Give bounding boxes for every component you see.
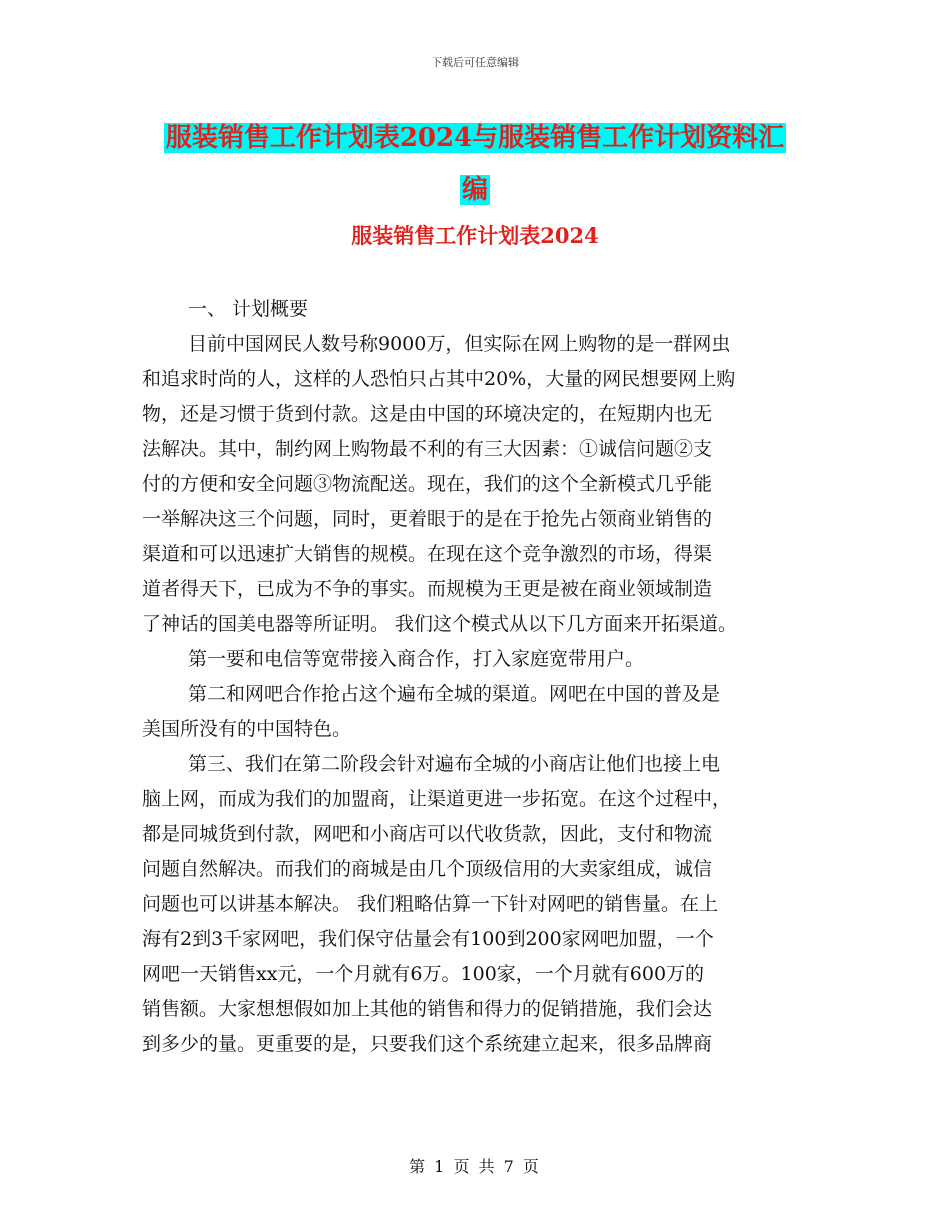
paragraph-line: 了神话的国美电器等所证明。 我们这个模式从以下几方面来开拓渠道。 (142, 613, 738, 635)
paragraph-line: 第二和网吧合作抢占这个遍布全城的渠道。网吧在中国的普及是 (188, 683, 721, 705)
paragraph-line: 美国所没有的中国特色。 (142, 718, 352, 740)
paragraph-line: 一举解决这三个问题，同时，更着眼于的是在于抢先占领商业销售的 (142, 508, 713, 530)
paragraph-line: 网吧一天销售xx元，一个月就有6万。100家，一个月就有600万的 (142, 963, 705, 985)
paragraph-line: 目前中国网民人数号称9000万，但实际在网上购物的是一群网虫 (188, 333, 731, 355)
paragraph-line: 和追求时尚的人，这样的人恐怕只占其中20%，大量的网民想要网上购 (142, 368, 736, 390)
paragraph-line: 第一要和电信等宽带接入商合作，打入家庭宽带用户。 (188, 648, 645, 670)
paragraph-line: 道者得天下，已成为不争的事实。而规模为王更是被在商业领域制造 (142, 578, 713, 600)
paragraph-line: 问题也可以讲基本解决。 我们粗略估算一下针对网吧的销售量。在上 (142, 893, 719, 915)
paragraph-line: 都是同城货到付款，网吧和小商店可以代收货款，因此，支付和物流 (142, 823, 713, 845)
paragraph-line: 付的方便和安全问题③物流配送。现在，我们的这个全新模式几乎能 (142, 473, 713, 495)
paragraph-line: 渠道和可以迅速扩大销售的规模。在现在这个竞争激烈的市场，得渠 (142, 543, 713, 565)
paragraph-line: 海有2到3千家网吧，我们保守估量会有100到200家网吧加盟，一个 (142, 928, 714, 950)
paragraph-line: 问题自然解决。而我们的商城是由几个顶级信用的大卖家组成，诚信 (142, 858, 713, 880)
page-footer: 第 1 页 共 7 页 (409, 1157, 541, 1176)
paragraph-line: 到多少的量。更重要的是，只要我们这个系统建立起来，很多品牌商 (142, 1033, 713, 1055)
title-line-1: 服装销售工作计划表2024与服装销售工作计划资料汇 (165, 123, 785, 153)
heading-plan-overview: 一、 计划概要 (188, 298, 309, 320)
paragraph-line: 法解决。其中，制约网上购物最不利的有三大因素：①诚信问题②支 (142, 438, 713, 460)
paragraph-line: 销售额。大家想想假如加上其他的销售和得力的促销措施，我们会达 (142, 998, 713, 1020)
paragraph-line: 物，还是习惯于货到付款。这是由中国的环境决定的，在短期内也无 (142, 403, 713, 425)
document-title (140, 112, 810, 216)
paragraph-line: 脑上网，而成为我们的加盟商，让渠道更进一步拓宽。在这个过程中， (142, 788, 732, 810)
section-title: 服装销售工作计划表2024 (351, 223, 599, 248)
body-text (142, 292, 822, 1062)
paragraph-line: 第三、我们在第二阶段会针对遍布全城的小商店让他们也接上电 (188, 753, 721, 775)
page-header: 下载后可任意编辑 (431, 56, 519, 69)
title-line-2: 编 (461, 175, 488, 205)
